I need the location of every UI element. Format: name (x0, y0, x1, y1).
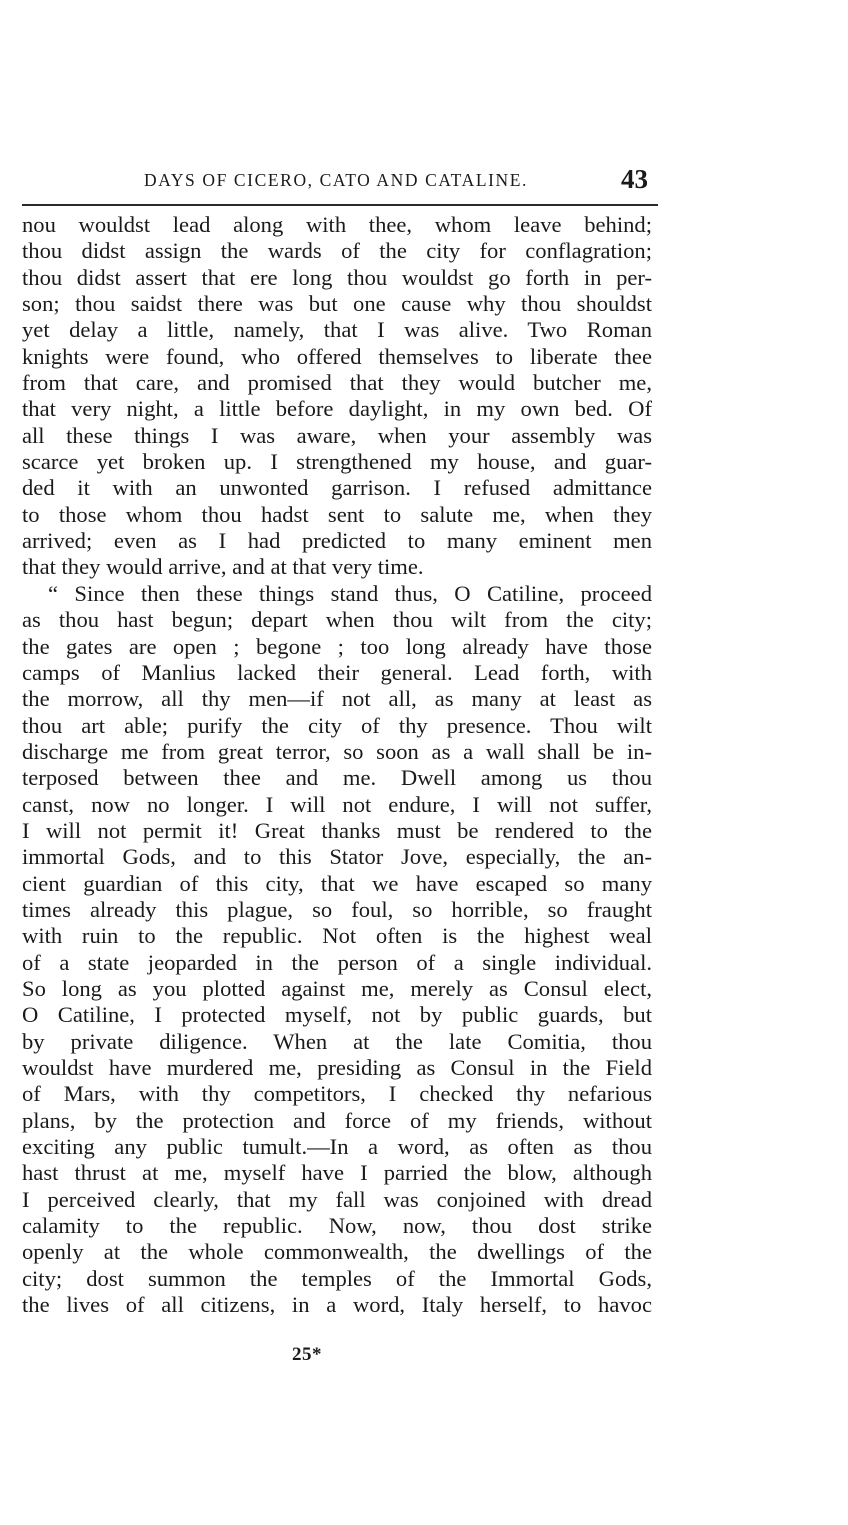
text-line: city; dost summon the temples of the Immortal Gods, (22, 1265, 652, 1291)
header-rule (22, 204, 658, 206)
text-line: openly at the whole commonwealth, the dwellings of the (22, 1239, 652, 1265)
text-line: thou didst assert that ere long thou wouldst go forth in per- (22, 264, 652, 290)
body-text (22, 212, 652, 1318)
text-line: cient guardian of this city, that we have escaped so many (22, 870, 652, 896)
text-line: by private diligence. When at the late Comitia, thou (22, 1028, 652, 1054)
text-line: that they would arrive, and at that very time. (22, 554, 424, 580)
text-line: terposed between thee and me. Dwell among us thou (22, 765, 652, 791)
text-line: canst, now no longer. I will not endure, I will not suffer, (22, 791, 652, 817)
text-line: of a state jeoparded in the person of a single individual. (22, 949, 652, 975)
signature-mark: 25* (292, 1344, 322, 1365)
running-head (22, 164, 650, 202)
text-line: discharge me from great terror, so soon as a wall shall be in- (22, 738, 652, 764)
text-line: plans, by the protection and force of my friends, without (22, 1107, 652, 1133)
text-line: immortal Gods, and to this Stator Jove, especially, the an- (22, 844, 652, 870)
text-line: camps of Manlius lacked their general. Lead forth, with (22, 659, 652, 685)
text-line: arrived; even as I had predicted to many eminent men (22, 528, 652, 554)
text-line: to those whom thou hadst sent to salute me, when they (22, 501, 652, 527)
text-line: So long as you plotted against me, merely as Consul elect, (22, 975, 652, 1001)
text-line: O Catiline, I protected myself, not by public guards, but (22, 1002, 652, 1028)
text-line: the gates are open ; begone ; too long already have those (22, 633, 652, 659)
text-line: the morrow, all thy men—if not all, as many at least as (22, 686, 652, 712)
text-line: ded it with an unwonted garrison. I refused admittance (22, 475, 652, 501)
text-line: the lives of all citizens, in a word, Italy herself, to havoc (22, 1292, 652, 1318)
text-line: all these things I was aware, when your assembly was (22, 422, 652, 448)
paragraph-start-line: “ Since then these things stand thus, O Catiline, proceed (48, 580, 652, 606)
text-line: with ruin to the republic. Not often is the highest weal (22, 923, 652, 949)
text-line: from that care, and promised that they would butcher me, (22, 370, 652, 396)
text-line: knights were found, who offered themselves to liberate thee (22, 343, 652, 369)
text-line: I will not permit it! Great thanks must be rendered to the (22, 817, 652, 843)
text-line: of Mars, with thy competitors, I checked thy nefarious (22, 1081, 652, 1107)
text-line: as thou hast begun; depart when thou wilt from the city; (22, 607, 652, 633)
text-line: yet delay a little, namely, that I was alive. Two Roman (22, 317, 652, 343)
text-line: that very night, a little before daylight, in my own bed. Of (22, 396, 652, 422)
text-line: calamity to the republic. Now, now, thou dost strike (22, 1213, 652, 1239)
text-line: I perceived clearly, that my fall was conjoined with dread (22, 1186, 652, 1212)
running-title: DAYS OF CICERO, CATO AND CATALINE. (143, 170, 529, 190)
text-line: exciting any public tumult.—In a word, as often as thou (22, 1134, 652, 1160)
text-line: times already this plague, so foul, so horrible, so fraught (22, 896, 652, 922)
text-line: scarce yet broken up. I strengthened my house, and guar- (22, 449, 652, 475)
page-number: 43 (621, 164, 648, 194)
text-line: thou art able; purify the city of thy presence. Thou wilt (22, 712, 652, 738)
text-line: thou didst assign the wards of the city for conflagration; (22, 238, 652, 264)
text-line: hast thrust at me, myself have I parried the blow, although (22, 1160, 652, 1186)
text-line: wouldst have murdered me, presiding as Consul in the Field (22, 1055, 652, 1080)
text-line: nou wouldst lead along with thee, whom leave behind; (22, 212, 652, 237)
text-line: son; thou saidst there was but one cause why thou shouldst (22, 291, 652, 317)
